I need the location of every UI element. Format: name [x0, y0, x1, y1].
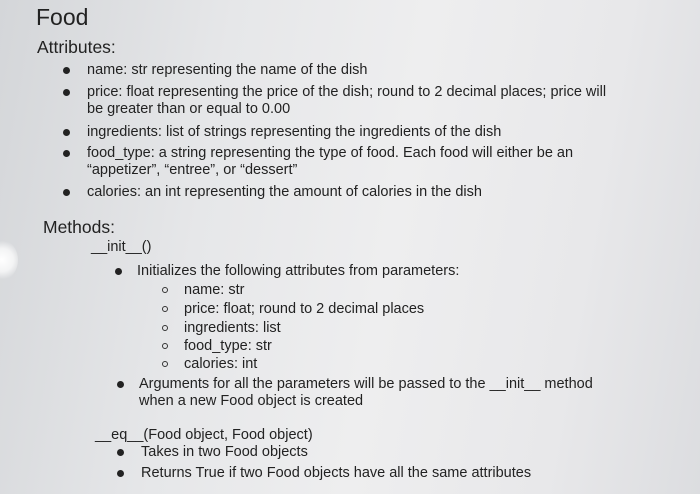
bullet-icon	[63, 89, 70, 96]
page-title: Food	[36, 4, 89, 30]
eq-bullet-returns: Returns True if two Food objects have all the same attributes	[141, 465, 532, 481]
circle-bullet-icon	[162, 361, 168, 367]
init-param-price: price: float; round to 2 decimal places	[184, 301, 425, 317]
bullet-icon	[117, 449, 124, 456]
init-param-name: name: str	[184, 282, 245, 298]
attribute-name: name: str representing the name of the dish	[87, 62, 368, 78]
attributes-heading: Attributes:	[37, 37, 116, 57]
circle-bullet-icon	[162, 343, 168, 349]
init-method-name: __init__()	[91, 239, 152, 255]
init-param-calories: calories: int	[184, 356, 258, 372]
init-param-ingredients: ingredients: list	[184, 320, 281, 336]
attribute-price-line1: price: float representing the price of the dish; round to 2 decimal places; price will	[87, 84, 607, 100]
attribute-ingredients: ingredients: list of strings representing the ingredients of the dish	[87, 124, 502, 140]
attribute-food-type-line1: food_type: a string representing the type of food. Each food will either be an	[87, 145, 574, 161]
init-param-food-type: food_type: str	[184, 338, 272, 354]
bullet-icon	[117, 470, 124, 477]
attribute-food-type-line2: “appetizer”, “entree”, or “dessert”	[87, 162, 298, 178]
bullet-icon	[63, 189, 70, 196]
attribute-price-line2: be greater than or equal to 0.00	[87, 101, 291, 117]
eq-method-name: __eq__(Food object, Food object)	[95, 427, 313, 443]
circle-bullet-icon	[162, 287, 168, 293]
circle-bullet-icon	[162, 325, 168, 331]
init-bullet-initializes: Initializes the following attributes from parameters:	[137, 263, 460, 279]
bullet-icon	[115, 268, 122, 275]
bullet-icon	[63, 67, 70, 74]
attribute-calories: calories: an int representing the amount of calories in the dish	[87, 184, 482, 200]
bullet-icon	[117, 381, 124, 388]
methods-heading: Methods:	[43, 217, 115, 237]
circle-bullet-icon	[162, 306, 168, 312]
bullet-icon	[63, 129, 70, 136]
light-glare	[0, 240, 18, 280]
init-bullet-arguments-line1: Arguments for all the parameters will be passed to the __init__ method	[139, 376, 593, 392]
bullet-icon	[63, 150, 70, 157]
eq-bullet-takes: Takes in two Food objects	[141, 444, 308, 460]
init-bullet-arguments-line2: when a new Food object is created	[139, 393, 364, 409]
